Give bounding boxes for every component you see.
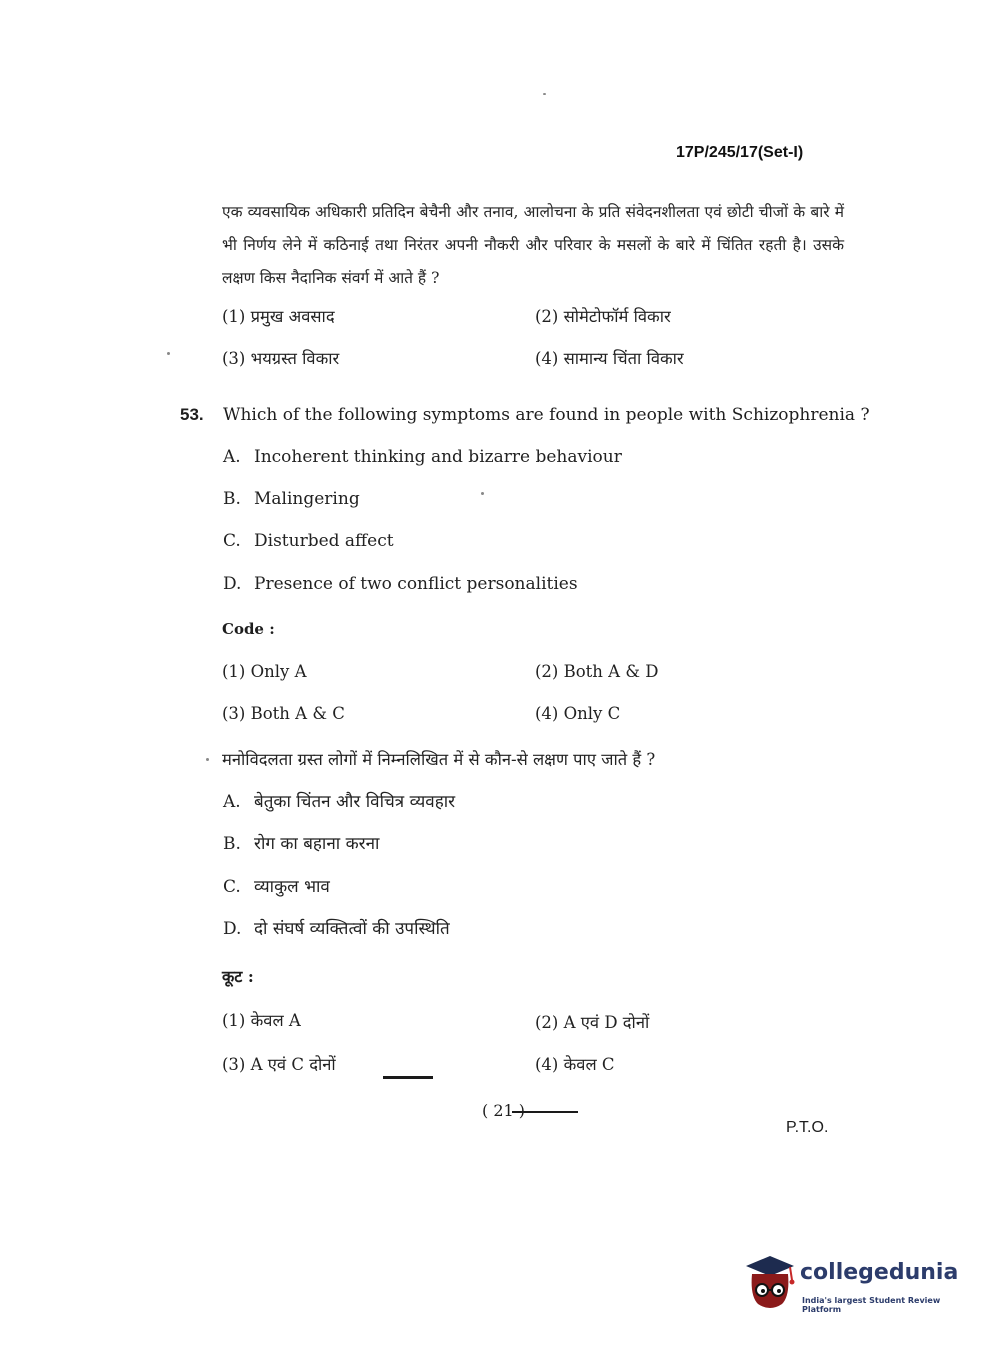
statement-text: Malingering — [254, 489, 360, 509]
scan-speck — [167, 352, 170, 355]
statement-label: C. — [223, 877, 241, 897]
page-number: ( 21 ) — [482, 1101, 526, 1120]
q53-option-2: (2) Both A & D — [535, 662, 659, 681]
question-53-hindi-text: मनोविदलता ग्रस्त लोगों में निम्नलिखित में से कौन-से लक्षण पाए जाते हैं ? — [222, 750, 656, 769]
statement-label: D. — [223, 919, 242, 939]
statement-label: A. — [223, 792, 241, 812]
question-53-number: 53. — [180, 405, 204, 424]
watermark-name: collegedunia — [800, 1260, 959, 1285]
pen-mark — [383, 1076, 433, 1079]
statement-text: Presence of two conflict personalities — [254, 574, 578, 594]
statement-text: Disturbed affect — [254, 531, 394, 551]
q52-option-2: (2) सोमेटोफॉर्म विकार — [535, 307, 671, 326]
q53-hindi-option-1: (1) केवल A — [222, 1011, 301, 1030]
q53-statement-c — [223, 531, 394, 551]
q53-option-3: (3) Both A & C — [222, 704, 345, 723]
scan-speck — [481, 492, 484, 495]
q53-hindi-statement-b — [223, 831, 379, 854]
q53-hindi-statement-d — [223, 916, 450, 939]
q52-option-3: (3) भयग्रस्त विकार — [222, 349, 340, 368]
q53-hindi-code-label: कूट : — [222, 967, 254, 986]
mascot-logo-icon — [742, 1252, 798, 1312]
q53-hindi-statement-a — [223, 789, 455, 812]
statement-text: दो संघर्ष व्यक्तित्वों की उपस्थिति — [254, 919, 450, 939]
q52-option-4: (4) सामान्य चिंता विकार — [535, 349, 684, 368]
watermark-tagline: India's largest Student Review Platform — [802, 1296, 941, 1314]
q53-statement-d — [223, 574, 578, 594]
q53-hindi-statement-c — [223, 874, 330, 897]
pto-label: P.T.O. — [786, 1119, 829, 1136]
statement-label: D. — [223, 574, 242, 594]
q53-hindi-option-4: (4) केवल C — [535, 1055, 615, 1074]
statement-label: C. — [223, 531, 241, 551]
question-52-hindi-text: एक व्यवसायिक अधिकारी प्रतिदिन बेचैनी और तनाव, आलोचना के प्रति संवेदनशीलता एवं छोटी चीजों के बारे में भी निर्णय लेने में कठिनाई तथा निरंतर अपनी नौकरी और परिवार के मसलों के बारे में चिंतित रहती है। उसके लक्षण किस नैदानिक संवर्ग में आते हैं ? — [222, 203, 844, 287]
scan-speck — [206, 758, 209, 761]
paper-code: 17P/245/17(Set-I) — [676, 144, 804, 161]
statement-label: B. — [223, 834, 241, 854]
q53-statement-a — [223, 447, 622, 467]
q53-statement-b — [223, 489, 360, 509]
q53-option-1: (1) Only A — [222, 662, 307, 681]
collegedunia-watermark — [742, 1252, 972, 1312]
q53-hindi-option-2: (2) A एवं D दोनों — [535, 1013, 650, 1032]
q53-hindi-option-3: (3) A एवं C दोनों — [222, 1055, 336, 1074]
q53-code-label: Code : — [222, 620, 275, 638]
statement-text: बेतुका चिंतन और विचित्र व्यवहार — [254, 792, 456, 812]
statement-text: रोग का बहाना करना — [254, 834, 380, 854]
statement-label: B. — [223, 489, 241, 509]
q52-option-1: (1) प्रमुख अवसाद — [222, 307, 335, 326]
question-53-text: Which of the following symptoms are found in people with Schizophrenia ? — [223, 405, 870, 425]
statement-text: Incoherent thinking and bizarre behaviour — [254, 447, 622, 467]
statement-label: A. — [223, 447, 241, 467]
scan-speck — [543, 93, 546, 95]
q53-option-4: (4) Only C — [535, 704, 621, 723]
statement-text: व्याकुल भाव — [254, 877, 330, 897]
